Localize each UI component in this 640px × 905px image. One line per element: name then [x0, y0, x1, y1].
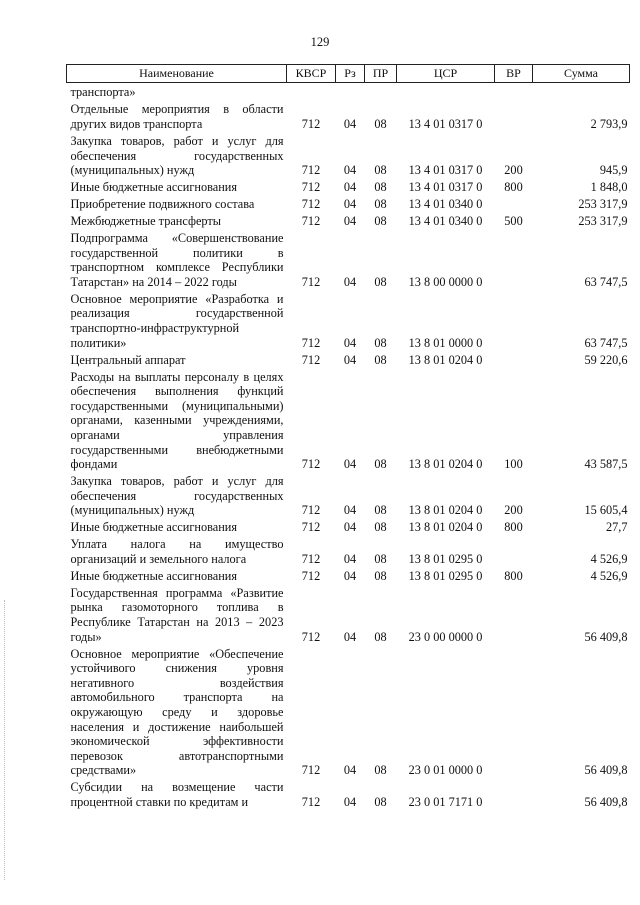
- table-header-row: [67, 65, 630, 83]
- cell-pr: 08: [374, 335, 387, 350]
- page-number: 129: [310, 35, 330, 49]
- cell-csr: 13 4 01 0317 0: [408, 180, 483, 195]
- column-header-vr: ВР: [495, 65, 533, 83]
- cell-kvsr: 712: [301, 503, 321, 518]
- cell-rz: [336, 83, 365, 100]
- table-row: [67, 566, 630, 583]
- cell-rz: 04: [343, 794, 357, 809]
- column-header-kvsr: КВСР: [287, 65, 336, 83]
- cell-vr: [495, 229, 533, 290]
- cell-csr: 23 0 00 0000 0: [408, 629, 483, 644]
- table-row: [67, 132, 630, 178]
- cell-csr: 13 8 01 0204 0: [408, 520, 483, 535]
- cell-rz: 04: [343, 352, 357, 367]
- cell-vr: 200: [504, 503, 523, 518]
- cell-csr: 13 8 01 0204 0: [408, 457, 483, 472]
- table-row: [67, 367, 630, 472]
- cell-sum: 2 793,9: [590, 116, 628, 131]
- cell-kvsr: 712: [301, 629, 321, 644]
- cell-name: Субсидии на возмещение части процентной ставки по кредитам и: [70, 780, 284, 809]
- cell-vr: [495, 289, 533, 350]
- cell-name: Расходы на выплаты персоналу в целях обеспечения выполнения функций государственными (муниципальными) органами, казенными учреждениями, органами управления государственными внебюджетными фондами: [70, 369, 284, 472]
- cell-vr: [495, 644, 533, 778]
- cell-vr: 100: [504, 457, 523, 472]
- table-row: [67, 583, 630, 644]
- cell-pr: 08: [374, 214, 387, 229]
- cell-name: Подпрограмма «Совершенствование государственной политики в транспортном комплексе Республики Татарстан» на 2014 – 2022 годы: [70, 231, 284, 289]
- table-row: [67, 778, 630, 810]
- cell-pr: 08: [374, 568, 387, 583]
- cell-rz: 04: [343, 214, 357, 229]
- cell-pr: 08: [374, 629, 387, 644]
- cell-rz: 04: [343, 568, 357, 583]
- cell-csr: 13 4 01 0317 0: [408, 163, 483, 178]
- cell-name: Основное мероприятие «Обеспечение устойчивого снижения уровня негативного воздействия автомобильного транспорта на окружающую среду и здоровье населения и достижение наибольшей экономической эффективности перевозок автотранспортными средствами»: [70, 646, 284, 778]
- cell-vr: [495, 100, 533, 132]
- cell-rz: 04: [343, 197, 357, 212]
- cell-rz: 04: [343, 629, 357, 644]
- column-header-rz: Рз: [336, 65, 365, 83]
- table-row: [67, 472, 630, 518]
- cell-rz: 04: [343, 551, 357, 566]
- cell-sum: 56 409,8: [584, 629, 628, 644]
- cell-rz: 04: [343, 763, 357, 778]
- cell-kvsr: 712: [301, 180, 321, 195]
- column-header-name: Наименование: [67, 65, 287, 83]
- cell-name: Уплата налога на имущество организаций и земельного налога: [70, 537, 284, 566]
- cell-csr: 13 8 01 0000 0: [408, 335, 483, 350]
- cell-csr: 13 8 01 0295 0: [408, 551, 483, 566]
- cell-kvsr: 712: [301, 197, 321, 212]
- cell-pr: 08: [374, 274, 387, 289]
- cell-csr: 13 8 01 0204 0: [408, 352, 483, 367]
- cell-name: Центральный аппарат: [70, 352, 186, 367]
- cell-sum: 253 317,9: [578, 214, 628, 229]
- table-row: [67, 83, 630, 100]
- cell-kvsr: 712: [301, 520, 321, 535]
- cell-pr: 08: [374, 551, 387, 566]
- cell-kvsr: [287, 83, 336, 100]
- cell-sum: 43 587,5: [584, 457, 628, 472]
- cell-pr: 08: [374, 457, 387, 472]
- table-row: [67, 178, 630, 195]
- cell-kvsr: 712: [301, 352, 321, 367]
- cell-kvsr: 712: [301, 794, 321, 809]
- cell-sum: 253 317,9: [578, 197, 628, 212]
- table-row: [67, 350, 630, 367]
- cell-vr: 800: [504, 180, 523, 195]
- table-body: [67, 83, 630, 810]
- cell-rz: 04: [343, 180, 357, 195]
- cell-pr: 08: [374, 116, 387, 131]
- cell-kvsr: 712: [301, 163, 321, 178]
- cell-rz: 04: [343, 520, 357, 535]
- cell-sum: 1 848,0: [590, 180, 628, 195]
- column-header-sum: Сумма: [533, 65, 630, 83]
- cell-rz: 04: [343, 274, 357, 289]
- table-row: [67, 212, 630, 229]
- margin-rule: [4, 600, 5, 880]
- cell-kvsr: 712: [301, 214, 321, 229]
- cell-vr: [495, 195, 533, 212]
- cell-pr: 08: [374, 197, 387, 212]
- cell-pr: 08: [374, 520, 387, 535]
- cell-vr: [495, 350, 533, 367]
- cell-rz: 04: [343, 335, 357, 350]
- cell-pr: 08: [374, 180, 387, 195]
- cell-sum: 59 220,6: [584, 352, 628, 367]
- table-row: [67, 229, 630, 290]
- cell-rz: 04: [343, 163, 357, 178]
- cell-name: Основное мероприятие «Разработка и реализация государственной транспортно-инфраструктурной политики»: [70, 291, 284, 350]
- cell-pr: 08: [374, 352, 387, 367]
- cell-name: Приобретение подвижного состава: [70, 197, 255, 212]
- table-row: [67, 289, 630, 350]
- cell-name: Межбюджетные трансферты: [70, 214, 222, 229]
- cell-csr: [397, 83, 495, 100]
- cell-csr: 13 8 00 0000 0: [408, 274, 483, 289]
- cell-vr: [495, 583, 533, 644]
- cell-sum: 27,7: [605, 520, 628, 535]
- table-row: [67, 100, 630, 132]
- cell-pr: 08: [374, 163, 387, 178]
- cell-name: Иные бюджетные ассигнования: [70, 520, 238, 535]
- budget-table: [66, 64, 630, 810]
- cell-name: Отдельные мероприятия в области других видов транспорта: [70, 102, 284, 131]
- cell-csr: 23 0 01 7171 0: [408, 794, 483, 809]
- cell-rz: 04: [343, 503, 357, 518]
- cell-csr: 13 4 01 0340 0: [408, 197, 483, 212]
- cell-name: Иные бюджетные ассигнования: [70, 180, 238, 195]
- cell-pr: 08: [374, 503, 387, 518]
- cell-vr: 800: [504, 568, 523, 583]
- cell-name: Государственная программа «Развитие рынка газомоторного топлива в Республике Татарстан на 2013 – 2023 годы»: [70, 585, 284, 644]
- cell-sum: 4 526,9: [590, 551, 628, 566]
- cell-sum: 63 747,5: [584, 274, 628, 289]
- cell-kvsr: 712: [301, 274, 321, 289]
- cell-pr: 08: [374, 763, 387, 778]
- column-header-csr: ЦСР: [397, 65, 495, 83]
- cell-sum: 56 409,8: [584, 794, 628, 809]
- cell-pr: 08: [374, 794, 387, 809]
- cell-vr: 800: [504, 520, 523, 535]
- cell-rz: 04: [343, 457, 357, 472]
- cell-kvsr: 712: [301, 457, 321, 472]
- cell-csr: 13 4 01 0340 0: [408, 214, 483, 229]
- cell-sum: 56 409,8: [584, 763, 628, 778]
- table-row: [67, 535, 630, 567]
- cell-csr: 23 0 01 0000 0: [408, 763, 483, 778]
- cell-sum: 945,9: [599, 163, 628, 178]
- cell-vr: 500: [504, 214, 523, 229]
- cell-sum: 63 747,5: [584, 335, 628, 350]
- table-row: [67, 518, 630, 535]
- cell-csr: 13 8 01 0295 0: [408, 568, 483, 583]
- cell-csr: 13 8 01 0204 0: [408, 503, 483, 518]
- cell-sum: 4 526,9: [590, 568, 628, 583]
- cell-sum: [533, 83, 630, 100]
- cell-name: транспорта»: [70, 85, 136, 100]
- cell-name: Закупка товаров, работ и услуг для обеспечения государственных (муниципальных) нужд: [70, 474, 284, 518]
- cell-vr: [495, 778, 533, 810]
- table-row: [67, 644, 630, 778]
- table-row: [67, 195, 630, 212]
- cell-kvsr: 712: [301, 551, 321, 566]
- cell-name: Иные бюджетные ассигнования: [70, 568, 238, 583]
- cell-sum: 15 605,4: [584, 503, 628, 518]
- cell-csr: 13 4 01 0317 0: [408, 116, 483, 131]
- cell-kvsr: 712: [301, 763, 321, 778]
- cell-kvsr: 712: [301, 116, 321, 131]
- cell-rz: 04: [343, 116, 357, 131]
- cell-kvsr: 712: [301, 568, 321, 583]
- cell-pr: [365, 83, 397, 100]
- column-header-pr: ПР: [365, 65, 397, 83]
- cell-vr: [495, 535, 533, 567]
- cell-vr: [495, 83, 533, 100]
- cell-name: Закупка товаров, работ и услуг для обеспечения государственных (муниципальных) нужд: [70, 133, 284, 178]
- cell-kvsr: 712: [301, 335, 321, 350]
- cell-vr: 200: [504, 163, 523, 178]
